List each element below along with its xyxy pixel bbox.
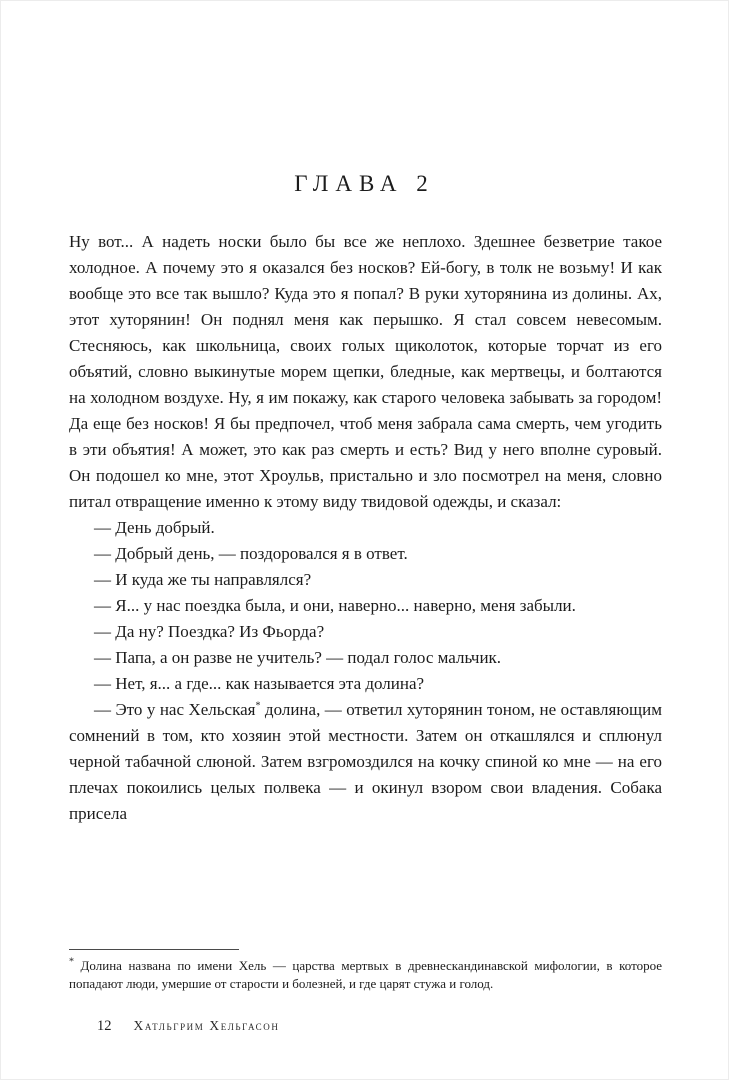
paragraph: — И куда же ты направлялся?	[94, 570, 312, 589]
paragraph: — Нет, я... а где... как называется эта долина?	[94, 674, 425, 693]
author-name: Хатльгрим Хельгасон	[133, 1018, 280, 1033]
paragraph: — Добрый день, — поздоровался я в ответ.	[94, 544, 408, 563]
page-number: 12	[97, 1018, 112, 1034]
footnote-marker: *	[69, 956, 74, 968]
paragraph-text: долина, — ответил хуторянин тоном, не оставляющим сомнений в том, кто хозяин этой местности. Затем он откашлялся и сплюнул черной табачной слюной. Затем взгромоздился на кочку спиной ко мне — на его плечах покоились целых полвека — и окинул взором свои владения. Собака присела	[69, 700, 662, 823]
chapter-title: ГЛАВА 2	[294, 171, 435, 196]
paragraph: — Папа, а он разве не учитель? — подал голос мальчик.	[94, 648, 502, 667]
footnote-divider	[69, 949, 239, 950]
footnote-body: Долина названа по имени Хель — царства мертвых в древнескандинавской мифологии, в которое попадают люди, умершие от старости и болезней, и где царят стужа и голод.	[69, 958, 663, 991]
body-text	[69, 229, 662, 827]
page-footer	[97, 1018, 279, 1035]
paragraph: — Я... у нас поездка была, и они, наверно... наверно, меня забыли.	[94, 596, 576, 615]
footnote	[69, 949, 662, 993]
paragraph: Ну вот... А надеть носки было бы все же неплохо. Здешнее безветрие такое холодное. А почему это я оказался без носков? Ей-богу, в толк не возьму! И как вообще это все так вышло? Куда это я попал? В руки хуторянина из долины. Ах, этот хуторянин! Он поднял меня как перышко. Я стал совсем невесомым. Стесняюсь, как школьница, своих голых щиколоток, которые торчат из его объятий, словно выкинутые морем щепки, бледные, как мертвецы, и болтаются на холодном воздухе. Ну, я им покажу, как старого человека забывать за городом! Да еще без носков! Я бы предпочел, чтоб меня забрала сама смерть, чем угодить в эти объятия! А может, это как раз смерть и есть? Вид у него вполне суровый. Он подошел ко мне, этот Хроульв, пристально и зло посмотрел на меня, словно питал отвращение именно к этому виду твидовой одежды, и сказал:	[69, 232, 662, 511]
footnote-marker: *	[255, 700, 261, 712]
paragraph-with-footnote-ref	[69, 697, 662, 827]
paragraph: — Да ну? Поездка? Из Фьорда?	[94, 622, 325, 641]
paragraph-text: — Это у нас Хельская	[94, 700, 256, 719]
paragraph: — День добрый.	[94, 518, 215, 537]
footnote-text	[69, 957, 662, 993]
